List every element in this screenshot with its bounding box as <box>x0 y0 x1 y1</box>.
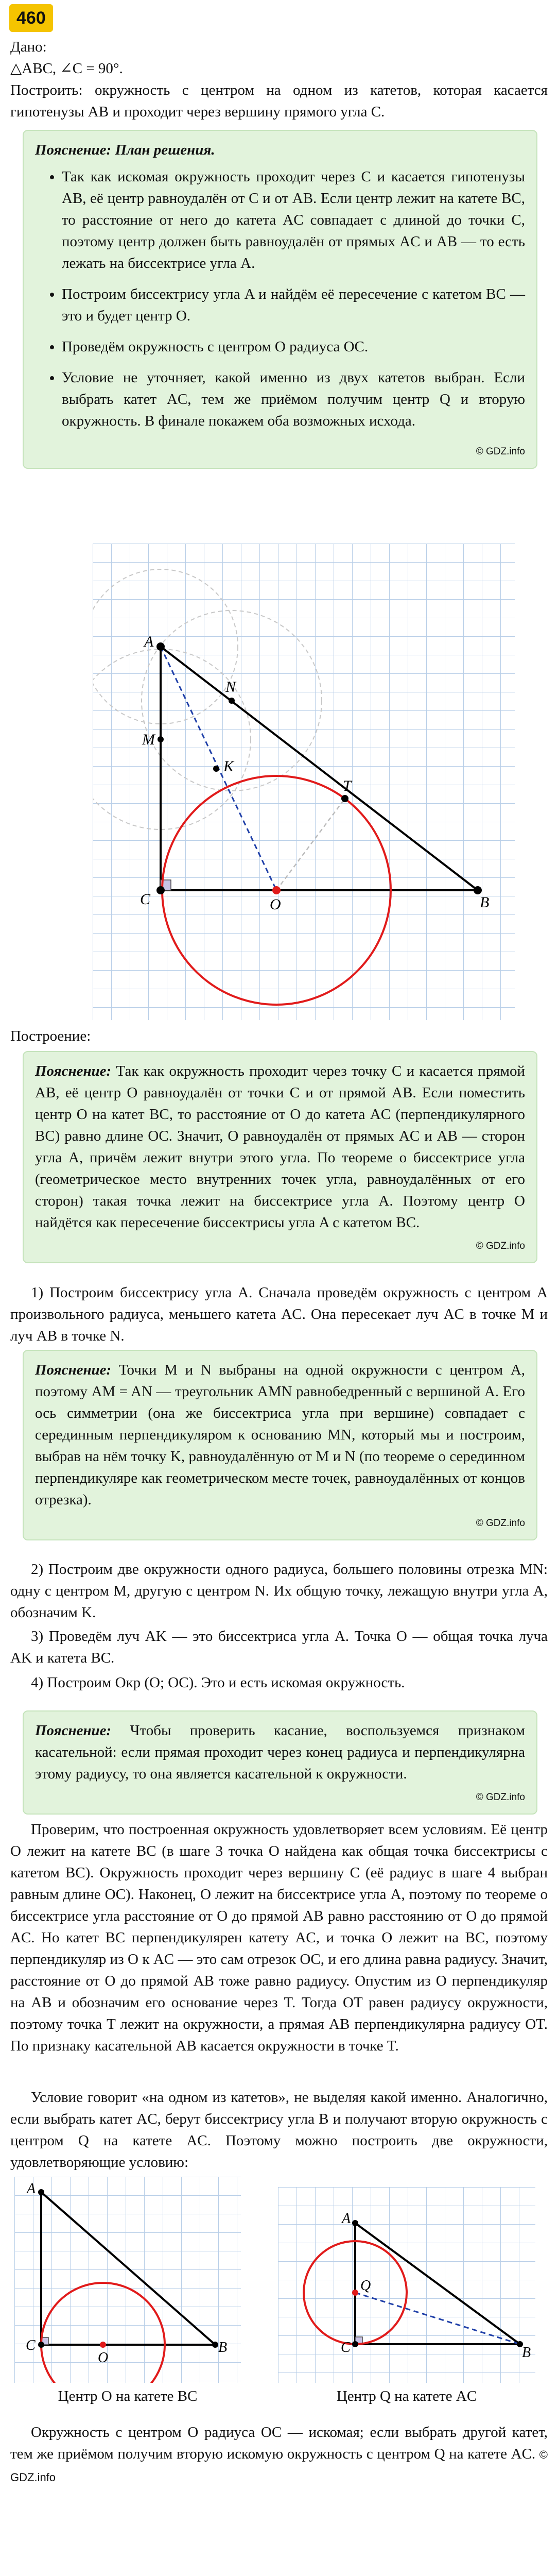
label-t: T <box>343 777 352 794</box>
box-heading: Пояснение: <box>35 1722 112 1739</box>
plan-item: • Построим биссектрису угла A и найдём её пересечение с катетом BC — это и будет центр O. <box>62 283 525 327</box>
plan-item: • Так как искомая окружность проходит через C и касается гипотенузы AB, её центр равноудалён от C и от AB. Если центр лежит на катете BC, то расстояние от него до катета AC совпадает с длиной до точки C, поэтому центр должен быть равноудалён от прямых AC и AB — то есть лежать на биссектрисе угла A. <box>62 166 525 274</box>
label-m: M <box>142 731 155 748</box>
box-text: Так как окружность проходит через точку C и касается прямой AB, её центр O равноудалён от точки C и от прямой AB. Если поместить центр O на катет BC, то расстояние от O до катета AC (перпендикулярного BC) равно длине OC. Значит, O равноудалён от прямых AC и AB — сторон угла A, причём лежит внутри этого угла. По теореме о биссектрисе угла (геометрическое место внутренних точек угла, равноудалённых от его сторон) такая точка лежит на биссектрисе угла A. Поэтому центр O найдётся как пересечение биссектрисы угла A с катетом BC. <box>35 1063 525 1231</box>
watermark: © GDZ.info <box>476 446 525 457</box>
explanation-box-center <box>23 1051 537 1263</box>
radius-ot <box>276 799 345 890</box>
point-c <box>352 2341 358 2347</box>
box-text: Чтобы проверить касание, воспользуемся признаком касательной: если прямая проходит через конец радиуса и перпендикулярна этому радиусу, то она является касательной к окружности. <box>35 1722 525 1782</box>
given-section <box>10 36 548 123</box>
arc-circle-a <box>93 569 238 724</box>
conclusion <box>10 2421 548 2488</box>
point-o <box>272 886 281 894</box>
plan-item: • Условие не уточняет, какой именно из двух катетов выбран. Если выбрать катет AC, тем же приёмом получим центр Q и вторую окружность. В финале покажем оба возможных исхода. <box>62 367 525 432</box>
label-a: A <box>342 2211 351 2227</box>
result-figure-o <box>14 2177 241 2383</box>
arc-circle-m <box>93 649 251 829</box>
label-a: A <box>144 633 154 650</box>
point-b <box>474 886 482 894</box>
point-c <box>156 886 165 894</box>
point-t <box>341 795 348 802</box>
point-c <box>38 2342 44 2348</box>
figure-caption-o: Центр O на катете BC <box>58 2388 198 2404</box>
label-b: B <box>480 894 490 911</box>
watermark: © GDZ.info <box>476 1241 525 1251</box>
plan-heading: Пояснение: План решения. <box>35 142 215 158</box>
watermark: © GDZ.info <box>476 1518 525 1529</box>
figure-caption-q: Центр Q на катете AC <box>336 2388 477 2404</box>
step-2: 2) Построим две окружности одного радиуса, большего половины отрезка MN: одну с центром M, другую с центром N. Их общую точку, лежащую внутри угла A, обозначим K. <box>10 1561 548 1621</box>
given-label: Дано: <box>10 39 47 55</box>
conclusion-text: Окружность с центром O радиуса OC — искомая; если выбрать другой катет, тем же приёмом получим вторую искомую окружность с центром Q на катете AC. <box>10 2424 548 2462</box>
plan-box <box>23 130 537 469</box>
explanation-box-tangent <box>23 1710 537 1815</box>
point-n <box>229 698 235 704</box>
watermark: © GDZ.info <box>476 1792 525 1803</box>
label-q: Q <box>360 2278 371 2294</box>
point-a <box>156 642 165 651</box>
point-m <box>158 736 164 742</box>
label-a: A <box>27 2181 36 2197</box>
label-c: C <box>140 891 151 908</box>
given-triangle: △ABC, ∠C = 90°. <box>10 60 123 77</box>
hypotenuse-ab <box>355 2223 520 2344</box>
hypotenuse-ab <box>41 2192 215 2345</box>
label-b: B <box>522 2345 531 2361</box>
step-3: 3) Проведём луч AK — это биссектриса угла A. Точка O — общая точка луча AK и катета BC. <box>10 1628 548 1666</box>
result-figure-q <box>278 2187 535 2383</box>
label-o: O <box>270 896 281 913</box>
construction-label: Построение: <box>10 1028 91 1044</box>
point-k <box>213 766 219 772</box>
point-o <box>100 2342 106 2348</box>
label-c: C <box>341 2340 351 2355</box>
circle-center-o <box>41 2283 165 2383</box>
box-text: Точки M и N выбраны на одной окружности с центром A, поэтому AM = AN — треугольник AMN равнобедренный с вершиной A. Его ось симметрии (она же биссектриса угла при вершине) совпадает с серединным перпендикуляром к основанию MN, который мы и построим, выбрав на нём точку K, равноудалённую от M и N (по теореме о серединном перпендикуляре как геометрическом месте точек, равноудалённых от концов отрезка). <box>35 1362 526 1508</box>
final-paragraph: Условие говорит «на одном из катетов», не выделяя какой именно. Аналогично, если выбрать катет AC, берут биссектрису угла B и получают вторую окружность с центром Q на катете AC. Поэтому можно построить две окружности, удовлетворяющие условию: <box>10 2089 548 2171</box>
problem-number-badge: 460 <box>9 4 53 32</box>
label-c: C <box>26 2337 36 2353</box>
box-heading: Пояснение: <box>35 1362 112 1378</box>
conclusion-watermark: © GDZ.info <box>10 2448 548 2484</box>
step-1: 1) Построим биссектрису угла A. Сначала проведём окружность с центром A произвольного радиуса, меньшего катета AC. Она пересекает луч AC в точке M и луч AB в точке N. <box>10 1284 548 1344</box>
label-o: O <box>98 2350 109 2366</box>
bisector-b <box>355 2293 520 2344</box>
label-k: K <box>223 758 234 775</box>
construction-figure <box>93 544 515 1020</box>
construction-drawing <box>93 544 515 1020</box>
label-b: B <box>218 2340 228 2355</box>
box-heading: Пояснение: <box>35 1063 112 1079</box>
point-b <box>212 2342 218 2348</box>
explanation-box-bisector <box>23 1350 537 1540</box>
point-a <box>38 2189 44 2195</box>
step-4: 4) Построим Окр (O; OC). Это и есть искомая окружность. <box>31 1674 405 1691</box>
point-q <box>352 2290 358 2296</box>
point-a <box>352 2220 358 2226</box>
hypotenuse-ab <box>161 647 478 890</box>
plan-list <box>35 166 525 432</box>
given-task: Построить: окружность с центром на одном из катетов, которая касается гипотенузы AB и проходит через вершину прямого угла C. <box>10 82 548 120</box>
label-n: N <box>225 679 236 696</box>
plan-item: • Проведём окружность с центром O радиуса OC. <box>62 336 525 358</box>
check-paragraph: Проверим, что построенная окружность удовлетворяет всем условиям. Её центр O лежит на катете BC (в шаге 3 точка O найдена как общая точка биссектрисы с катетом BC). Окружность проходит через вершину C (её радиус в шаге 4 выбран равным длине OC). Наконец, O лежит на биссектрисе угла A, поэтому по теореме о биссектрисе угла расстояние от O до прямой AB равно расстоянию от O до прямой AC. Но катет BC перпендикулярен катету AC, и точка O лежит на BC, поэтому перпендикуляр из O к AC — это сам отрезок OC, и его длина равна радиусу. Значит, расстояние от O до прямой AB тоже равно радиусу. Опустим из O перпендикуляр на AB и обозначим его основание через T. Тогда OT равен радиусу окружности, поэтому точка T лежит на окружности, а прямая AB перпендикулярна радиусу OT. По признаку касательной AB касается окружности в точке T. <box>10 1821 548 2054</box>
